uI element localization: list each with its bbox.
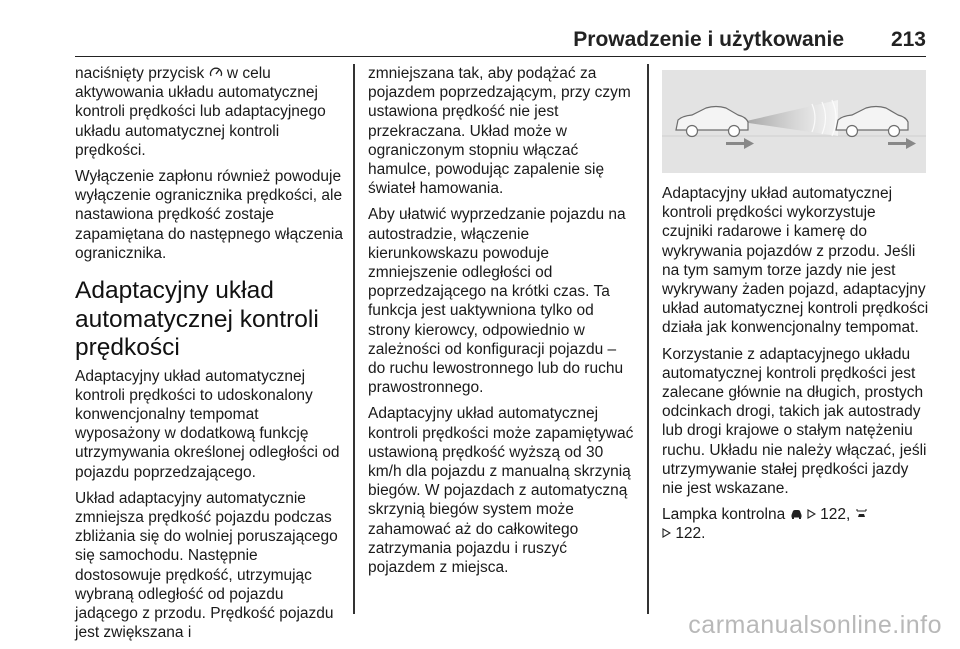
paragraph: Adaptacyjny układ automatycznej kontroli prędkości to udoskonalony konwencjonalny tempomat wyposażony w dodatkową funkcję utrzymywania określonej odległości od pojazdu poprzedzającego. [75,367,340,481]
page-reference[interactable]: 122. [675,525,706,543]
reference-arrow-icon [807,505,816,524]
paragraph [662,505,930,543]
column-2 [368,64,636,584]
header-title: Prowadzenie i użytkowanie [573,28,844,51]
acc-illustration [662,70,926,173]
page-reference[interactable]: 122, [820,506,851,524]
paragraph: Adaptacyjny układ automatycznej kontroli prędkości może zapamiętywać ustawioną prędkość wyższą od 30 km/h dla pojazdu z manualną skrzynią biegów. W pojazdach z automatyczną skrzynią biegów system może zahamować aż do całkowitego zatrzymania pojazdu i ruszyć pojazdem z miejsca. [368,405,634,577]
page-number: 213 [890,28,926,51]
paragraph: Wyłączenie zapłonu również powoduje wyłączenie ogranicznika prędkości, ale nastawiona prędkość zostaje zapamiętana do następnego włączenia ogranicznika. [75,168,343,262]
paragraph-text: Lampka kontrolna [662,506,786,524]
reference-arrow-icon [662,524,671,543]
car-indicator-icon [790,505,803,524]
page-header [75,26,926,57]
column-divider [647,64,649,614]
speed-limiter-icon [209,64,223,83]
paragraph: Korzystanie z adaptacyjnego układu automatycznej kontroli prędkości jest zalecane głównie na długich, prostych odcinkach drogi, takich jak autostrady lub drogi krajowe o stałym natężeniu ruchu. Układu nie należy włączać, jeśli utrzymywanie stałej prędkości jazdy nie jest wskazane. [662,345,927,498]
column-1 [75,64,343,649]
column-divider [353,64,355,614]
paragraph-text: w celu aktywowania układu automatycznej kontroli prędkości lub adaptacyjnego układu automatycznej kontroli prędkości. [75,65,326,159]
paragraph: Adaptacyjny układ automatycznej kontroli prędkości wykorzystuje czujniki radarowe i kamerę do wykrywania pojazdów z przodu. Jeśli na tym samym torze jazdy nie jest wykrywany żaden pojazd, adaptacyjny układ automatycznej kontroli prędkości działa jak konwencjonalny tempomat. [662,185,929,337]
paragraph-text: naciśnięty przycisk [75,65,205,82]
paragraph: Aby ułatwić wyprzedzanie pojazdu na autostradzie, włączenie kierunkowskazu powoduje zmniejszenie odległości od poprzedzającego na krótki czas. Ta funkcja jest uaktywniona tylko od strony kierowcy, odpowiednio w zależności od konfiguracji pojazdu – do ruchu lewostronnego lub do ruchu prawostronnego. [368,206,626,397]
column-3 [662,184,930,551]
paragraph: Układ adaptacyjny automatycznie zmniejsza prędkość pojazdu podczas zbliżania się do wolniej poruszającego się samochodu. Następnie dostosowuje prędkość, utrzymując wybraną odległość od pojazdu jadącego z przodu. Prędkość pojazdu jest zwiększana i [75,489,338,642]
section-heading: Adaptacyjny układ automatycznej kontroli prędkości [75,277,319,362]
paragraph [75,64,343,160]
watermark: carmanualsonline.info [688,611,942,639]
paragraph: zmniejszana tak, aby podążać za pojazdem poprzedzającym, przy czym ustawiona prędkość nie jest przekraczana. Układ może w ograniczonym stopniu włączać hamulce, powodując zapalenie się świateł hamowania. [368,65,631,198]
distance-indicator-icon [855,505,868,524]
